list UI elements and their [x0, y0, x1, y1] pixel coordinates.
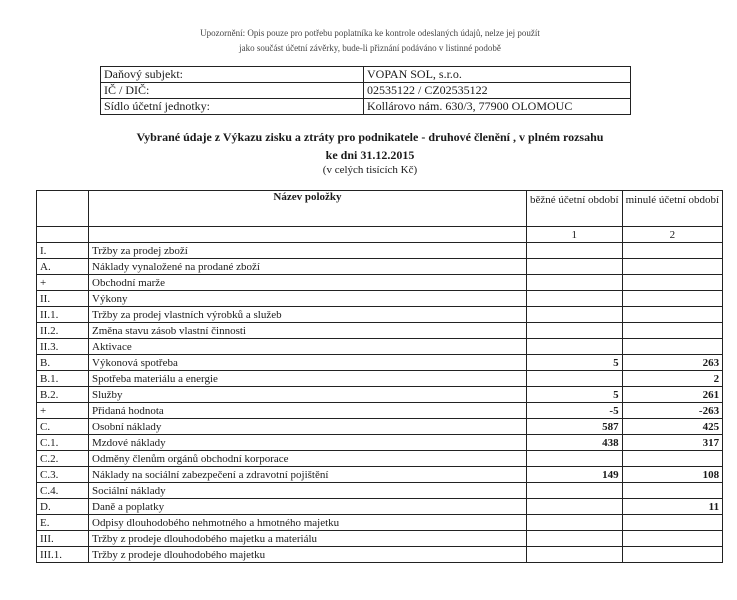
table-row: [37, 307, 723, 323]
row-current-value: [527, 371, 623, 387]
row-current-value: [527, 323, 623, 339]
row-current-value: [527, 531, 623, 547]
info-label: Daňový subjekt:: [101, 67, 364, 83]
row-name: Výkony: [89, 291, 527, 307]
row-name: Změna stavu zásob vlastní činnosti: [89, 323, 527, 339]
row-current-value: 149: [527, 467, 623, 483]
row-code: B.2.: [37, 387, 89, 403]
info-value: 02535122 / CZ02535122: [364, 83, 631, 99]
report-title-line-1: Vybrané údaje z Výkazu zisku a ztráty pro podnikatele - druhové členění , v plném rozsahu: [136, 130, 604, 144]
row-previous-value: [622, 259, 722, 275]
row-code: B.1.: [37, 371, 89, 387]
info-label: IČ / DIČ:: [101, 83, 364, 99]
row-name: Náklady vynaložené na prodané zboží: [89, 259, 527, 275]
row-previous-value: [622, 323, 722, 339]
row-previous-value: [622, 339, 722, 355]
row-code: A.: [37, 259, 89, 275]
row-code: C.1.: [37, 435, 89, 451]
table-row: [37, 291, 723, 307]
row-code: C.: [37, 419, 89, 435]
info-value: Kollárovo nám. 630/3, 77900 OLOMOUC: [364, 99, 631, 115]
row-name: Odměny členům orgánů obchodní korporace: [89, 451, 527, 467]
row-previous-value: [622, 515, 722, 531]
row-name: Tržby z prodeje dlouhodobého majetku a materiálu: [89, 531, 527, 547]
row-code: II.2.: [37, 323, 89, 339]
row-current-value: [527, 307, 623, 323]
info-row: [101, 99, 631, 115]
row-previous-value: 261: [622, 387, 722, 403]
table-row: [37, 419, 723, 435]
row-code: B.: [37, 355, 89, 371]
column-number-current: 1: [527, 227, 623, 243]
notice-line-2: jako součást účetní závěrky, bude-li přiznání podáváno v listinné podobě: [239, 43, 501, 53]
row-code: +: [37, 275, 89, 291]
subject-info-table: [100, 66, 631, 115]
table-row: [37, 451, 723, 467]
report-date: ke dni 31.12.2015: [325, 148, 415, 162]
table-row: [37, 355, 723, 371]
table-row: [37, 515, 723, 531]
row-current-value: [527, 451, 623, 467]
row-name: Tržby za prodej vlastních výrobků a služeb: [89, 307, 527, 323]
table-row: [37, 483, 723, 499]
row-previous-value: -263: [622, 403, 722, 419]
table-row: [37, 499, 723, 515]
row-code: D.: [37, 499, 89, 515]
row-previous-value: 108: [622, 467, 722, 483]
row-name: Mzdové náklady: [89, 435, 527, 451]
row-code: II.3.: [37, 339, 89, 355]
table-row: [37, 435, 723, 451]
row-previous-value: 2: [622, 371, 722, 387]
row-name: Obchodní marže: [89, 275, 527, 291]
row-current-value: [527, 259, 623, 275]
row-previous-value: [622, 547, 722, 563]
table-row: [37, 371, 723, 387]
row-previous-value: [622, 307, 722, 323]
row-name: Služby: [89, 387, 527, 403]
row-previous-value: 11: [622, 499, 722, 515]
row-code: I.: [37, 243, 89, 259]
row-name: Přidaná hodnota: [89, 403, 527, 419]
header-previous-period: minulé účetní období: [622, 191, 722, 227]
report-unit: (v celých tisících Kč): [322, 164, 418, 176]
row-name: Daně a poplatky: [89, 499, 527, 515]
row-name: Sociální náklady: [89, 483, 527, 499]
row-current-value: -5: [527, 403, 623, 419]
table-row: [37, 387, 723, 403]
row-code: C.2.: [37, 451, 89, 467]
row-name: Tržby za prodej zboží: [89, 243, 527, 259]
row-code: +: [37, 403, 89, 419]
row-code: II.1.: [37, 307, 89, 323]
row-previous-value: 263: [622, 355, 722, 371]
column-number-empty: [37, 227, 89, 243]
row-previous-value: 425: [622, 419, 722, 435]
table-row: [37, 339, 723, 355]
row-name: Tržby z prodeje dlouhodobého majetku: [89, 547, 527, 563]
column-number-empty: [89, 227, 527, 243]
table-row: [37, 243, 723, 259]
table-row: [37, 403, 723, 419]
notice-line-1: Upozornění: Opis pouze pro potřebu poplatníka ke kontrole odeslaných údajů, nelze jej použít: [200, 28, 540, 38]
column-number-row: [37, 227, 723, 243]
row-code: C.4.: [37, 483, 89, 499]
row-previous-value: [622, 243, 722, 259]
row-name: Osobní náklady: [89, 419, 527, 435]
row-current-value: 587: [527, 419, 623, 435]
header-current-period: běžné účetní období: [527, 191, 623, 227]
row-previous-value: [622, 275, 722, 291]
row-name: Odpisy dlouhodobého nehmotného a hmotného majetku: [89, 515, 527, 531]
row-current-value: [527, 499, 623, 515]
row-current-value: [527, 275, 623, 291]
income-statement-table: [36, 190, 723, 563]
row-previous-value: [622, 451, 722, 467]
table-row: [37, 547, 723, 563]
table-row: [37, 467, 723, 483]
report-title: [100, 128, 640, 164]
row-current-value: [527, 339, 623, 355]
row-current-value: [527, 483, 623, 499]
row-name: Výkonová spotřeba: [89, 355, 527, 371]
row-previous-value: [622, 483, 722, 499]
row-name: Spotřeba materiálu a energie: [89, 371, 527, 387]
row-previous-value: [622, 531, 722, 547]
info-row: [101, 67, 631, 83]
table-header-row: [37, 191, 723, 227]
row-current-value: 5: [527, 387, 623, 403]
notice: [100, 26, 640, 56]
column-number-previous: 2: [622, 227, 722, 243]
row-code: III.1.: [37, 547, 89, 563]
table-row: [37, 259, 723, 275]
info-label: Sídlo účetní jednotky:: [101, 99, 364, 115]
row-code: E.: [37, 515, 89, 531]
header-name-cell: Název položky: [89, 191, 527, 227]
row-code: III.: [37, 531, 89, 547]
row-current-value: [527, 547, 623, 563]
row-current-value: [527, 291, 623, 307]
row-current-value: [527, 243, 623, 259]
row-code: C.3.: [37, 467, 89, 483]
table-row: [37, 531, 723, 547]
row-code: II.: [37, 291, 89, 307]
table-row: [37, 323, 723, 339]
row-name: Náklady na sociální zabezpečení a zdravotní pojištění: [89, 467, 527, 483]
row-name: Aktivace: [89, 339, 527, 355]
row-current-value: 438: [527, 435, 623, 451]
row-current-value: 5: [527, 355, 623, 371]
row-previous-value: 317: [622, 435, 722, 451]
row-previous-value: [622, 291, 722, 307]
info-value: VOPAN SOL, s.r.o.: [364, 67, 631, 83]
table-row: [37, 275, 723, 291]
header-code-cell: [37, 191, 89, 227]
row-current-value: [527, 515, 623, 531]
info-row: [101, 83, 631, 99]
